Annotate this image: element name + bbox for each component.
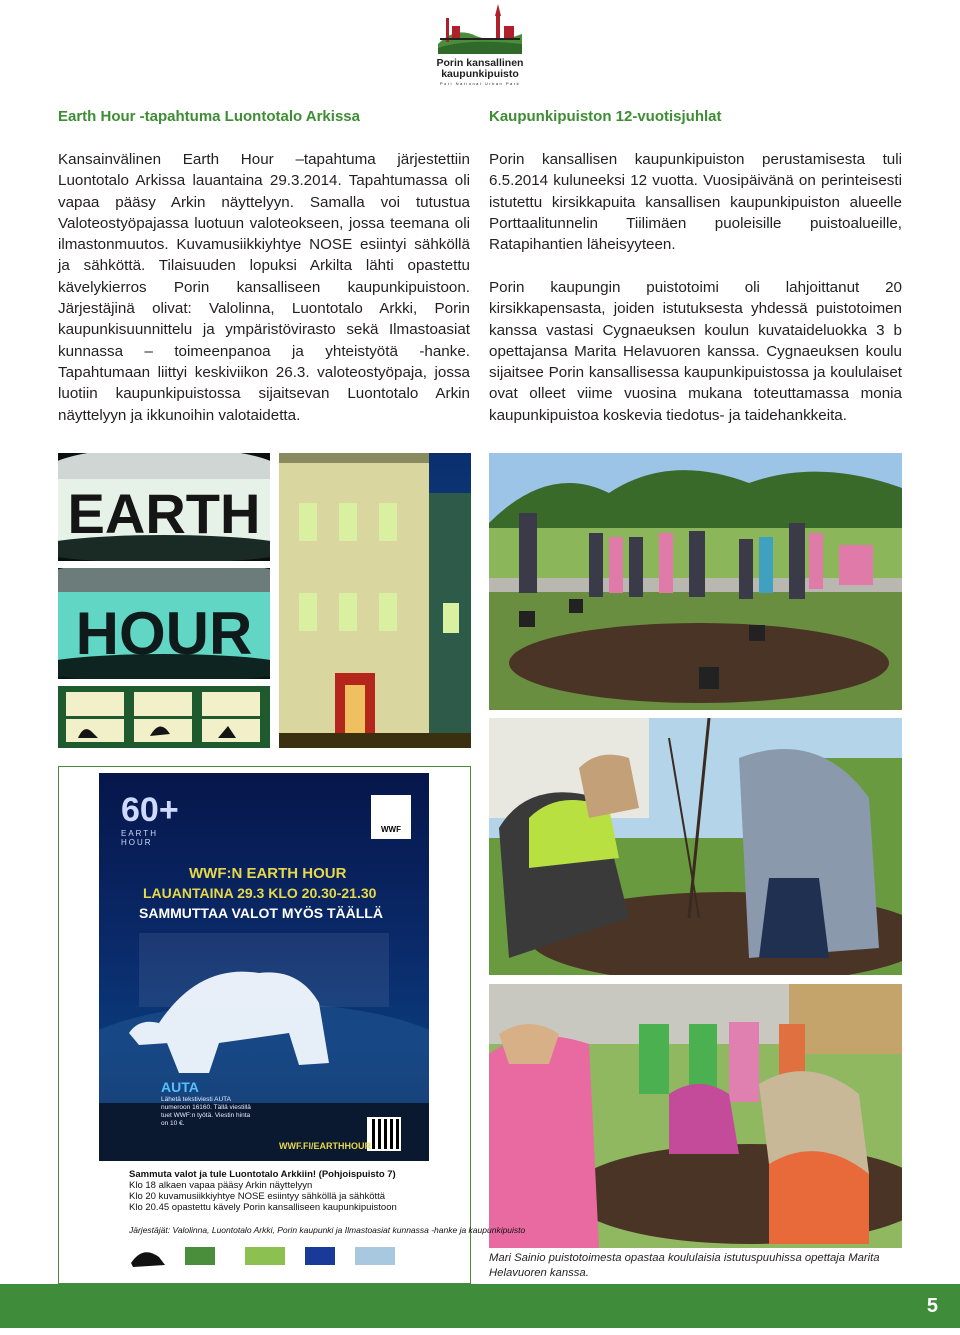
hour-sign-photo xyxy=(58,568,270,679)
poster-url: WWF.FI/EARTHHOUR xyxy=(279,1141,371,1151)
poster-schedule-2: Klo 20 kuvamusiikkiyhtye NOSE esiintyy sähköllä ja sähköttä xyxy=(129,1191,386,1202)
poster-badge-subtitle: EARTH HOUR xyxy=(121,829,158,847)
earth-hour-body: Kansainvälinen Earth Hour –tapahtuma järjestettiin Luontotalo Arkissa lauantaina 29.3.2014. Tapahtumassa oli vapaa pääsy Arkin näyttelyyn. Samalla voi tutustua Valoteostyöpajassa luotuun valoteokseen, jossa teemana oli ilmastonmuutos. Kuvamusiikkiyhtye NOSE esiintyi sähköllä ja sähköttä. Tilaisuuden lopuksi Arkilta lähti opastettu kävelykierros Porin kansalliseen kaupunkipuistoon. Järjestäjinä olivat: Valolinna, Luontotalo Arkki, Porin kaupunkisuunnittelu ja ympäristövirasto sekä Ilmastoasiat kunnassa – toimeenpanoa ja yhteistyötä -hanke. Tapahtumaan liittyi keskiviikon 26.3. valoteostyöpaja, jossa luotiin kaupunkipuistossa sijaitsevan Luontotalo Arkin näyttelyyn ja ikkunoihin valotaidetta. xyxy=(58,151,470,424)
earth-hour-heading: Earth Hour -tapahtuma Luontotalo Arkissa xyxy=(58,108,360,125)
poster-title: WWF:N EARTH HOUR xyxy=(189,865,347,882)
anniversary-heading: Kaupunkipuiston 12-vuotisjuhlat xyxy=(489,108,722,125)
tree-planting-photo-3 xyxy=(489,984,902,1248)
poster-schedule-3: Klo 20.45 opastettu kävely Porin kansalliseen kaupunkipuistoon xyxy=(129,1202,397,1213)
poster-sms-info: Lähetä tekstiviesti AUTA numeroon 16160. Tällä viestillä tuet WWF:n työtä. Viestin hinta on 10 €. xyxy=(161,1096,251,1127)
logo-title-line1: Porin kansallinen xyxy=(436,57,524,69)
poster-auta: AUTA xyxy=(161,1079,199,1095)
logo-title-line2: kaupunkipuisto xyxy=(441,68,519,80)
tree-planting-photo-2 xyxy=(489,718,902,975)
poster-artwork xyxy=(99,773,429,1161)
poster-schedule-1: Klo 18 alkaen vapaa pääsy Arkin näyttelyyn xyxy=(129,1180,313,1191)
anniversary-paragraph-1: Porin kansallisen kaupunkipuiston perustamisesta tuli 6.5.2014 kuluneeksi 12 vuotta. Vuosipäivänä on perinteisesti istutettu kirsikkapuita kansallisen kaupunkipuiston alueelle Porttaalitunnelin Tiilimäen puoleisille puistoalueille, Ratapihantien läheisyyteen. xyxy=(489,151,902,254)
park-logo xyxy=(432,4,528,84)
poster-sponsor-logos xyxy=(125,1239,415,1273)
wwf-logo: WWF xyxy=(371,795,411,839)
eu-flag-icon xyxy=(305,1247,335,1265)
poster-60plus-badge: 60+ xyxy=(121,791,179,829)
poster-slogan: SAMMUTTAA VALOT MYÖS TÄÄLLÄ xyxy=(139,905,383,921)
page-footer xyxy=(0,1284,960,1328)
photo-caption: Mari Sainio puistotoimesta opastaa koululaisia istutuspuuhissa opettaja Marita Helavuoren kanssa. xyxy=(489,1252,880,1279)
anniversary-paragraph-2: Porin kaupungin puistotoimi oli lahjoittanut 20 kirsikkapensasta, joiden istutuksesta yhdessä puistotoimen kanssa vastasi Cygnaeuksen koulun kuvataideluokka 3 b opettajansa Marita Helavuoren kanssa. Cygnaeuksen koulu sijaitsee Porin kansallisessa kaupunkipuistossa ja koululaiset ovat olleet viime vuosina mukana toteuttamassa monia kaupunkipuistoa koskevia tiedotus- ja taidehankkeita. xyxy=(489,279,902,424)
tree-planting-photo-1 xyxy=(489,453,902,710)
poster-invite: Sammuta valot ja tule Luontotalo Arkkiin! (Pohjoispuisto 7) xyxy=(129,1169,396,1180)
eu-alta-logo-icon xyxy=(355,1247,395,1265)
window-silhouettes-photo xyxy=(58,686,270,748)
luontotalo-logo-icon xyxy=(245,1247,285,1265)
raven-logo-icon xyxy=(131,1252,165,1267)
lit-building-photo xyxy=(279,453,471,748)
earth-hour-poster xyxy=(58,766,526,1284)
poster-organizers: Järjestäjät: Valolinna, Luontotalo Arkki, Porin kaupunki ja Ilmastoasiat kunnassa -hanke ja kaupunkipuisto xyxy=(129,1225,526,1235)
page-number: 5 xyxy=(926,1295,938,1317)
park-logo-small-icon xyxy=(185,1247,215,1265)
earth-sign-photo xyxy=(58,453,270,561)
logo-subtitle: Pori National Urban Park xyxy=(439,81,521,86)
hour-sign-text: HOUR xyxy=(75,600,253,667)
earth-sign-text: EARTH xyxy=(67,482,261,545)
poster-date: LAUANTAINA 29.3 KLO 20.30-21.30 xyxy=(143,885,377,901)
park-logo-icon xyxy=(436,4,524,56)
qr-code-icon xyxy=(369,1119,399,1149)
